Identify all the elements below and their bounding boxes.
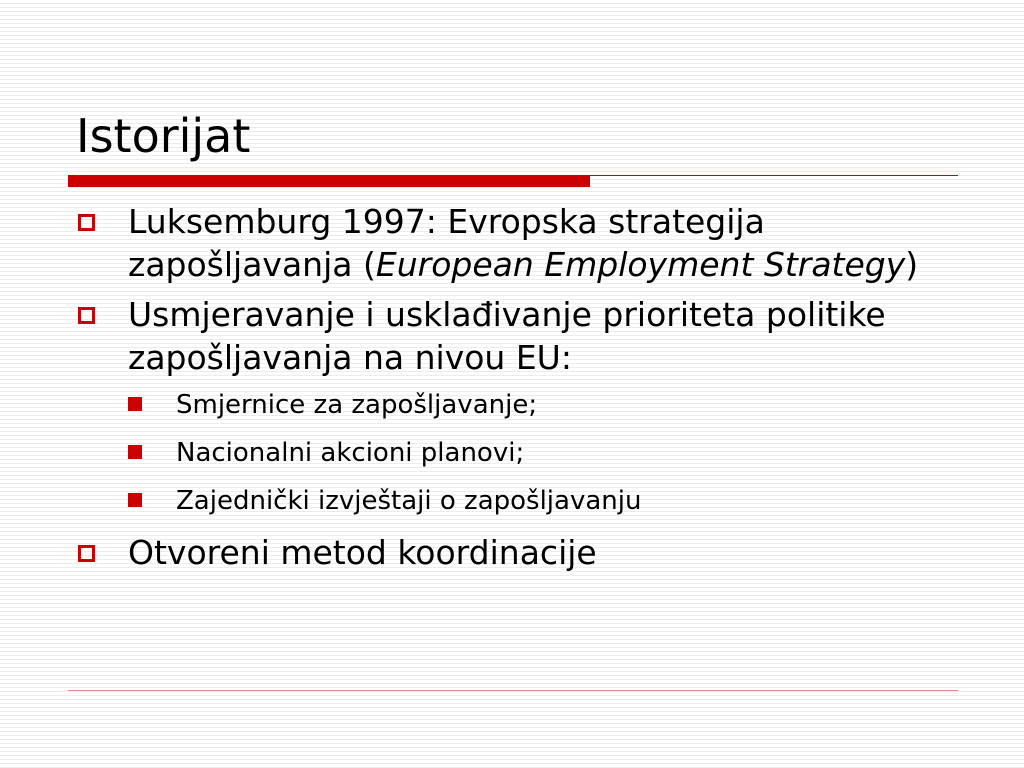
bullet-text: ) (905, 245, 919, 284)
hollow-square-icon (78, 307, 95, 324)
filled-square-icon (128, 397, 142, 411)
bullet-item (76, 531, 976, 574)
sub-bullet-text: Nacionalni akcioni planovi; (176, 438, 525, 468)
filled-square-icon (128, 493, 142, 507)
slide-title: Istorijat (76, 109, 251, 163)
title-underline-thick (68, 175, 590, 187)
title-underline-thin (590, 175, 958, 176)
hollow-square-icon (78, 545, 95, 562)
bullet-item (76, 293, 976, 379)
filled-square-icon (128, 445, 142, 459)
footer-divider (68, 690, 958, 691)
sub-bullet-list (76, 387, 976, 519)
sub-bullet-item (76, 483, 976, 519)
sub-bullet-item (76, 387, 976, 423)
sub-bullet-text: Smjernice za zapošljavanje; (176, 390, 538, 420)
hollow-square-icon (78, 214, 95, 231)
sub-bullet-item (76, 435, 976, 471)
bullet-text: Luksemburg 1997: Evropska strategija zapošljavanja ( (128, 202, 765, 284)
bullet-text: Usmjeravanje i usklađivanje prioriteta politike zapošljavanja na nivou EU: (128, 295, 886, 377)
bullet-item (76, 200, 976, 286)
sub-bullet-text: Zajednički izvještaji o zapošljavanju (176, 486, 642, 516)
bullet-text-italic: European Employment Strategy (375, 245, 906, 284)
bullet-list (76, 200, 976, 581)
bullet-text: Otvoreni metod koordinacije (128, 533, 597, 572)
